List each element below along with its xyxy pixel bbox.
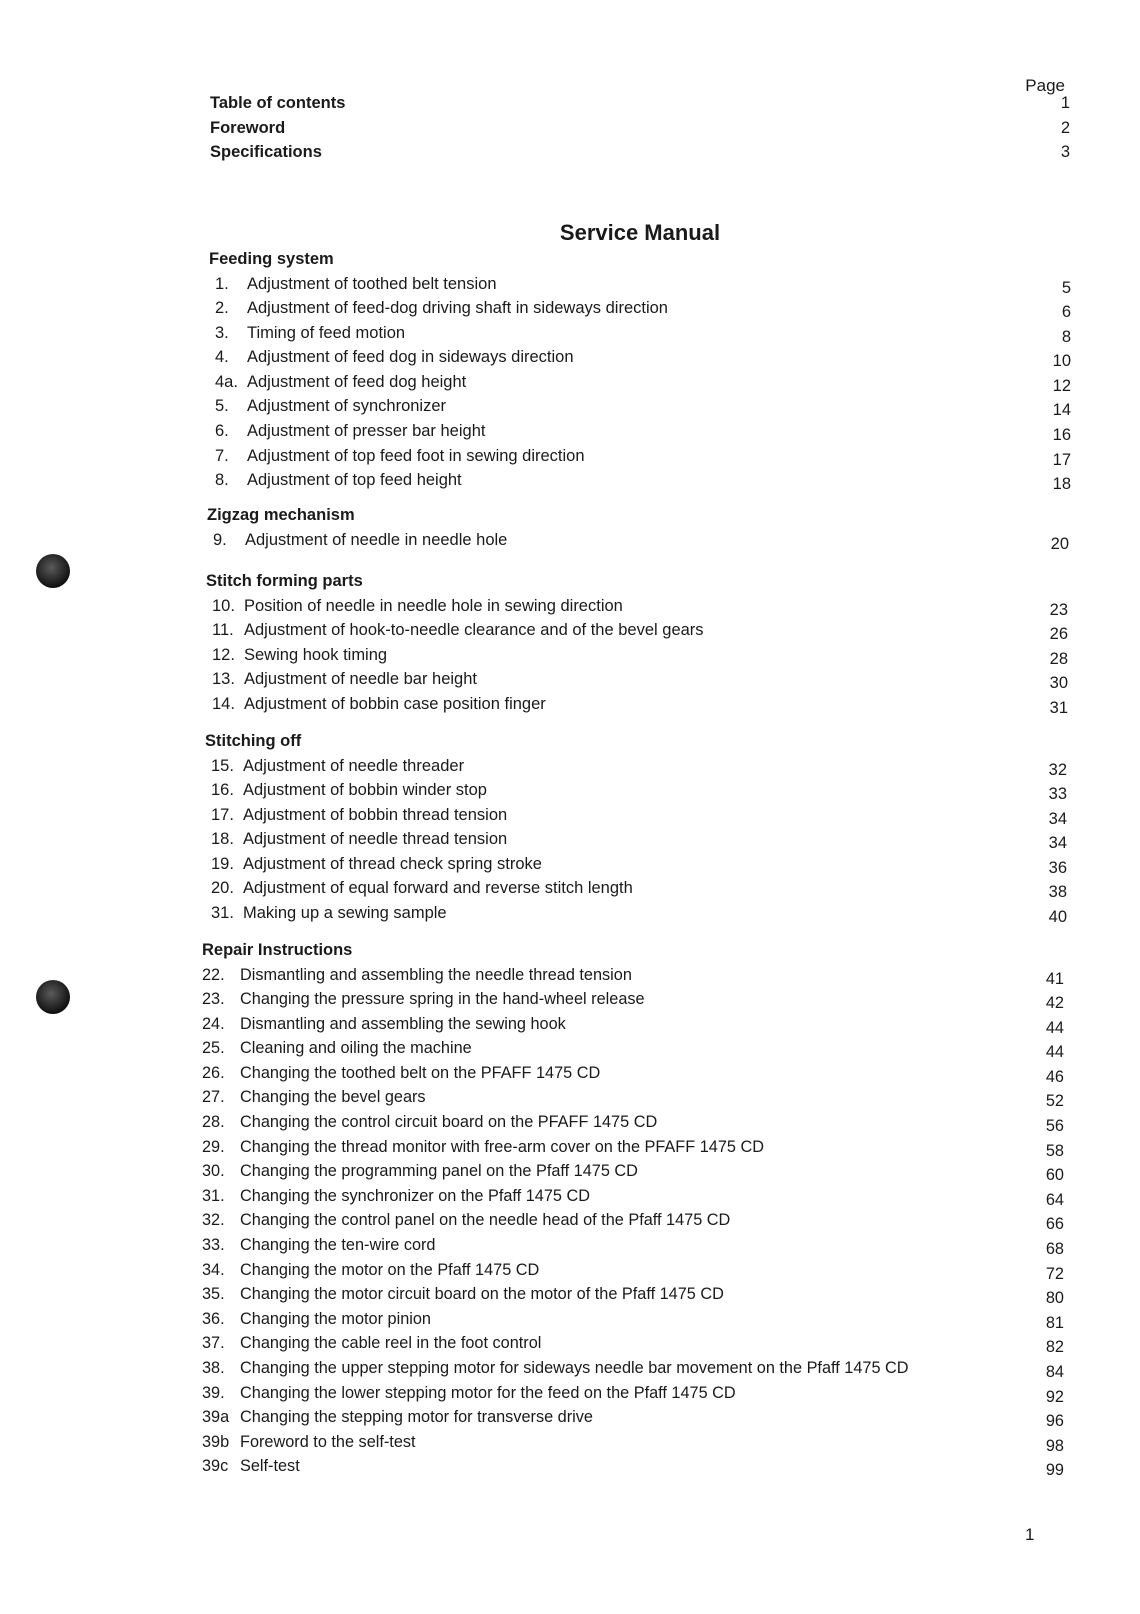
entry-page: 58 xyxy=(1045,1141,1064,1160)
entry-number: 39b xyxy=(202,1432,230,1451)
entry-number: 12. xyxy=(212,645,235,664)
toc-entry xyxy=(202,1187,1064,1212)
entry-title: Adjustment of bobbin case position finger xyxy=(244,694,546,713)
entry-title: Adjustment of presser bar height xyxy=(247,422,486,441)
front-matter-label: Foreword xyxy=(210,118,286,137)
entry-number: 19. xyxy=(211,854,234,873)
entry-page: 66 xyxy=(1045,1215,1064,1234)
entry-title: Changing the toothed belt on the PFAFF 1475 CD xyxy=(240,1063,601,1082)
entry-title: Changing the motor on the Pfaff 1475 CD xyxy=(240,1260,540,1279)
entry-number: 26. xyxy=(202,1063,225,1082)
entry-title: Cleaning and oiling the machine xyxy=(240,1039,472,1058)
toc-entry xyxy=(202,1408,1064,1433)
front-matter-page: 3 xyxy=(1060,143,1070,161)
entry-title: Adjustment of toothed belt tension xyxy=(247,274,497,293)
entry-page: 32 xyxy=(1048,760,1067,779)
front-matter xyxy=(210,94,1070,168)
entry-title: Dismantling and assembling the needle thread tension xyxy=(240,965,632,984)
entry-title: Adjustment of equal forward and reverse stitch length xyxy=(243,879,633,898)
entry-page: 20 xyxy=(1050,534,1069,553)
entry-page: 60 xyxy=(1045,1166,1064,1185)
entry-page: 44 xyxy=(1045,1043,1064,1062)
entry-title: Adjustment of top feed height xyxy=(247,471,462,490)
toc-entry xyxy=(206,646,1068,671)
entry-title: Changing the synchronizer on the Pfaff 1475 CD xyxy=(240,1186,590,1205)
toc-entry xyxy=(202,1039,1064,1064)
entry-title: Changing the control circuit board on the PFAFF 1475 CD xyxy=(240,1113,658,1132)
toc-entry xyxy=(209,422,1071,447)
toc-section xyxy=(206,572,1068,719)
entry-number: 11. xyxy=(212,621,234,640)
page-column-label: Page xyxy=(1025,76,1065,95)
entry-number: 24. xyxy=(202,1014,225,1033)
entry-page: 12 xyxy=(1052,376,1071,395)
entry-title: Adjustment of bobbin thread tension xyxy=(243,805,508,824)
entry-page: 34 xyxy=(1048,809,1067,828)
entry-number: 39c xyxy=(202,1457,229,1476)
front-matter-label: Table of contents xyxy=(210,94,346,112)
entry-number: 39a xyxy=(202,1408,230,1427)
entry-page: 68 xyxy=(1045,1240,1064,1259)
toc-entry xyxy=(202,990,1064,1015)
entry-title: Changing the motor circuit board on the motor of the Pfaff 1475 CD xyxy=(240,1285,724,1304)
toc-entry xyxy=(206,695,1068,720)
entry-number: 28. xyxy=(202,1113,225,1132)
entry-page: 40 xyxy=(1048,908,1067,927)
entry-title: Adjustment of synchronizer xyxy=(247,397,447,416)
entry-number: 33. xyxy=(202,1236,225,1255)
entry-number: 7. xyxy=(215,446,229,465)
toc-entry xyxy=(202,1162,1064,1187)
toc-entry xyxy=(202,1359,1064,1384)
entry-number: 36. xyxy=(202,1309,225,1328)
entry-page: 92 xyxy=(1045,1387,1064,1406)
toc-entry xyxy=(202,1236,1064,1261)
entry-page: 72 xyxy=(1045,1264,1064,1283)
toc-entry xyxy=(202,1261,1064,1286)
entry-title: Dismantling and assembling the sewing hook xyxy=(240,1014,566,1033)
entry-title: Adjustment of thread check spring stroke xyxy=(243,854,542,873)
entry-page: 44 xyxy=(1045,1018,1064,1037)
entry-page: 31 xyxy=(1049,698,1068,717)
toc-entry xyxy=(207,531,1069,556)
entry-page: 84 xyxy=(1045,1363,1064,1381)
entry-page: 64 xyxy=(1045,1190,1064,1209)
toc-entry xyxy=(206,597,1068,622)
section-heading: Zigzag mechanism xyxy=(207,506,355,524)
toc-entry xyxy=(205,855,1067,880)
front-matter-page: 2 xyxy=(1060,118,1070,137)
entry-number: 5. xyxy=(215,397,229,416)
toc-entry xyxy=(209,348,1071,373)
entry-title: Changing the thread monitor with free-arm cover on the PFAFF 1475 CD xyxy=(240,1137,764,1156)
entry-number: 10. xyxy=(212,596,235,615)
entry-page: 46 xyxy=(1045,1067,1064,1086)
entry-page: 14 xyxy=(1052,401,1071,420)
toc-entry xyxy=(209,447,1071,472)
entry-number: 30. xyxy=(202,1162,225,1181)
toc-entry xyxy=(205,904,1067,929)
toc-section xyxy=(207,506,1069,555)
front-matter-row xyxy=(210,119,1070,144)
entry-number: 22. xyxy=(202,965,225,984)
entry-page: 81 xyxy=(1045,1313,1064,1332)
toc-entry xyxy=(205,879,1067,904)
section-heading: Stitch forming parts xyxy=(206,572,363,590)
entry-page: 17 xyxy=(1052,450,1071,469)
entry-page: 80 xyxy=(1045,1289,1064,1308)
entry-page: 96 xyxy=(1045,1412,1064,1431)
page-number: 1 xyxy=(1025,1525,1035,1544)
entry-page: 98 xyxy=(1045,1436,1064,1455)
entry-page: 30 xyxy=(1049,674,1068,693)
toc-entry xyxy=(209,299,1071,324)
entry-number: 14. xyxy=(212,694,235,713)
entry-title: Changing the cable reel in the foot control xyxy=(240,1334,542,1353)
front-matter-row xyxy=(210,143,1070,168)
entry-page: 28 xyxy=(1049,649,1068,668)
entry-title: Adjustment of feed dog in sideways direction xyxy=(247,348,574,367)
entry-title: Adjustment of needle in needle hole xyxy=(245,530,508,549)
toc-entry xyxy=(202,1334,1064,1359)
entry-page: 52 xyxy=(1045,1092,1064,1111)
entry-number: 31. xyxy=(211,904,234,923)
entry-page: 8 xyxy=(1061,327,1071,346)
toc-section xyxy=(209,250,1071,496)
entry-title: Changing the upper stepping motor for sideways needle bar movement on the Pfaff 1475 CD xyxy=(240,1359,909,1377)
punch-hole-icon xyxy=(36,980,70,1014)
entry-number: 13. xyxy=(212,670,235,689)
section-heading: Stitching off xyxy=(205,732,302,750)
toc-entry xyxy=(206,621,1068,646)
entry-number: 8. xyxy=(215,471,229,490)
entry-page: 41 xyxy=(1045,969,1064,988)
entry-page: 33 xyxy=(1048,785,1067,804)
entry-number: 31. xyxy=(202,1186,225,1205)
punch-hole-icon xyxy=(36,554,70,588)
toc-entry xyxy=(202,1138,1064,1163)
entry-page: 56 xyxy=(1045,1117,1064,1136)
entry-title: Adjustment of needle threader xyxy=(243,756,465,775)
entry-page: 82 xyxy=(1045,1338,1064,1357)
entry-page: 23 xyxy=(1049,600,1068,619)
toc-entry xyxy=(209,324,1071,349)
front-matter-page: 1 xyxy=(1060,94,1070,112)
entry-title: Adjustment of feed dog height xyxy=(247,372,467,391)
entry-title: Adjustment of hook-to-needle clearance and of the bevel gears xyxy=(244,621,704,640)
toc-section xyxy=(205,732,1067,929)
toc-entry xyxy=(205,757,1067,782)
entry-title: Changing the lower stepping motor for the feed on the Pfaff 1475 CD xyxy=(240,1383,736,1402)
entry-page: 34 xyxy=(1048,834,1067,853)
entry-number: 23. xyxy=(202,990,225,1009)
entry-number: 4a. xyxy=(215,372,238,391)
entry-number: 39. xyxy=(202,1383,225,1402)
entry-title: Sewing hook timing xyxy=(244,645,388,664)
section-heading: Feeding system xyxy=(209,250,334,268)
entry-title: Adjustment of bobbin winder stop xyxy=(243,781,487,800)
entry-title: Changing the ten-wire cord xyxy=(240,1236,436,1255)
entry-page: 18 xyxy=(1052,475,1071,494)
toc-entry xyxy=(209,373,1071,398)
toc-entry xyxy=(202,1384,1064,1409)
entry-page: 5 xyxy=(1061,278,1071,297)
entry-title: Making up a sewing sample xyxy=(243,904,447,923)
entry-number: 1. xyxy=(215,274,229,293)
toc-entry xyxy=(202,1433,1064,1458)
entry-title: Changing the pressure spring in the hand-wheel release xyxy=(240,990,645,1009)
entry-title: Adjustment of feed-dog driving shaft in sideways direction xyxy=(247,299,668,318)
entry-number: 37. xyxy=(202,1334,225,1353)
toc-entry xyxy=(205,830,1067,855)
entry-number: 18. xyxy=(211,830,234,849)
entry-title: Changing the motor pinion xyxy=(240,1309,431,1328)
entry-page: 10 xyxy=(1052,352,1071,371)
toc-entry xyxy=(205,806,1067,831)
entry-number: 16. xyxy=(211,781,234,800)
toc-entry xyxy=(202,966,1064,991)
front-matter-label: Specifications xyxy=(210,143,322,161)
entry-number: 15. xyxy=(211,756,234,775)
entry-title: Changing the control panel on the needle head of the Pfaff 1475 CD xyxy=(240,1211,731,1230)
entry-number: 4. xyxy=(215,348,229,367)
entry-page: 42 xyxy=(1045,994,1064,1013)
entry-title: Adjustment of needle bar height xyxy=(244,670,477,689)
toc-entry xyxy=(202,1211,1064,1236)
toc-entry xyxy=(202,1285,1064,1310)
toc-entry xyxy=(205,781,1067,806)
entry-page: 36 xyxy=(1048,858,1067,877)
entry-title: Adjustment of top feed foot in sewing direction xyxy=(247,446,585,465)
entry-number: 38. xyxy=(202,1359,225,1377)
toc-entry xyxy=(202,1457,1064,1482)
entry-number: 29. xyxy=(202,1137,225,1156)
toc-entry xyxy=(202,1015,1064,1040)
toc-section xyxy=(202,941,1064,1482)
entry-title: Changing the programming panel on the Pfaff 1475 CD xyxy=(240,1162,638,1181)
toc-entry xyxy=(202,1310,1064,1335)
entry-title: Changing the stepping motor for transverse drive xyxy=(240,1408,593,1427)
entry-page: 26 xyxy=(1049,625,1068,644)
entry-page: 6 xyxy=(1061,303,1071,322)
entry-number: 6. xyxy=(215,422,229,441)
entry-title: Changing the bevel gears xyxy=(240,1088,426,1107)
entry-title: Position of needle in needle hole in sewing direction xyxy=(244,596,623,615)
entry-number: 32. xyxy=(202,1211,225,1230)
front-matter-row xyxy=(210,94,1070,119)
entry-page: 38 xyxy=(1048,883,1067,902)
entry-number: 2. xyxy=(215,299,229,318)
entry-number: 27. xyxy=(202,1088,225,1107)
entry-title: Foreword to the self-test xyxy=(240,1432,416,1451)
entry-title: Timing of feed motion xyxy=(247,323,406,342)
entry-number: 17. xyxy=(211,805,234,824)
toc-entry xyxy=(209,397,1071,422)
manual-title: Service Manual xyxy=(559,220,721,245)
entry-number: 20. xyxy=(211,879,234,898)
entry-page: 99 xyxy=(1045,1461,1064,1480)
toc-entry xyxy=(209,275,1071,300)
entry-page: 16 xyxy=(1052,426,1071,445)
entry-number: 35. xyxy=(202,1285,225,1304)
entry-number: 25. xyxy=(202,1039,225,1058)
entry-number: 34. xyxy=(202,1260,225,1279)
toc-entry xyxy=(202,1064,1064,1089)
section-heading: Repair Instructions xyxy=(202,941,353,959)
entry-title: Self-test xyxy=(240,1457,300,1476)
entry-title: Adjustment of needle thread tension xyxy=(243,830,508,849)
entry-number: 3. xyxy=(215,323,229,342)
toc-entry xyxy=(202,1088,1064,1113)
entry-number: 9. xyxy=(213,530,227,549)
toc-entry xyxy=(206,670,1068,695)
toc-entry xyxy=(209,471,1071,496)
toc-entry xyxy=(202,1113,1064,1138)
